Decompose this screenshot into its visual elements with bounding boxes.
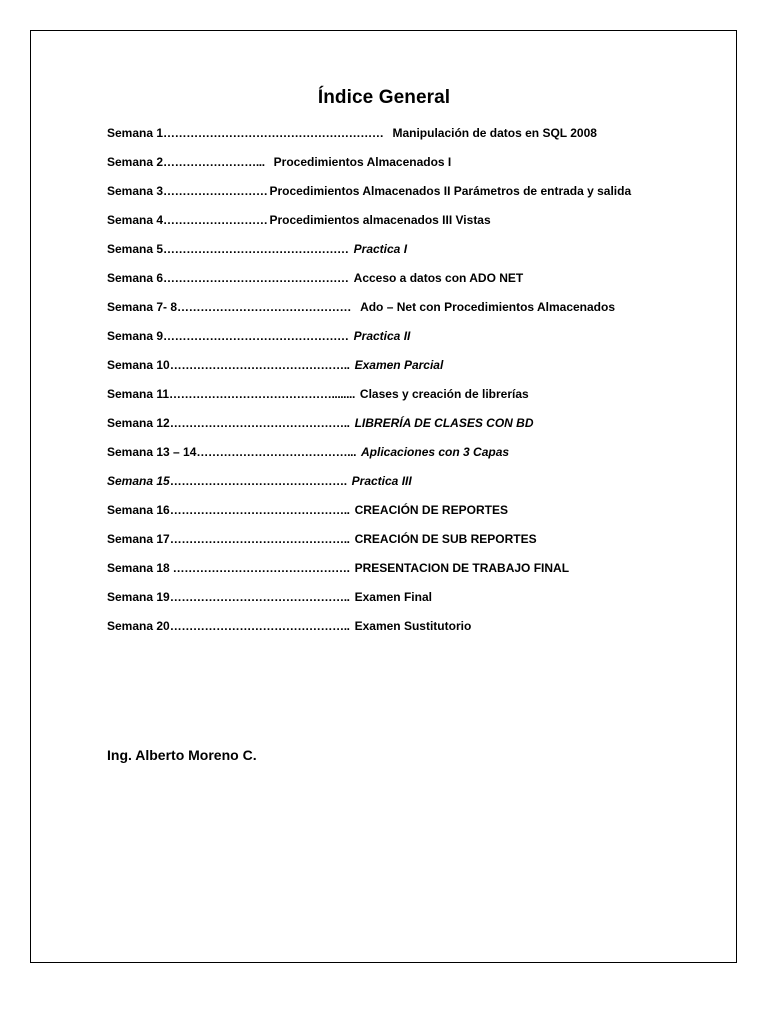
toc-topic: CREACIÓN DE REPORTES [354,503,508,517]
toc-leader-dots: ………………………………………………… [163,126,384,140]
toc-leader-dots: ………………………………………… [163,271,349,285]
table-of-contents [107,125,707,647]
toc-leader-dots: ……………………………………….. [169,503,350,517]
toc-entry-week-20 [107,618,707,647]
author-signature: Ing. Alberto Moreno C. [107,747,257,763]
toc-entry-week-7-8 [107,299,707,328]
toc-week-label: Semana 3 [107,184,164,198]
toc-entry-week-17 [107,531,707,560]
toc-entry-week-5 [107,241,707,270]
toc-week-label: Semana 17 [107,532,170,546]
toc-entry-week-19 [107,589,707,618]
toc-topic: Procedimientos Almacenados II Parámetros de entrada y salida [269,184,632,198]
toc-week-label: Semana 11 [107,387,170,401]
toc-leader-dots: ……………………………………….. [169,358,350,372]
toc-entry-week-6 [107,270,707,299]
toc-entry-week-13-14 [107,444,707,473]
toc-topic: Practica III [351,474,412,488]
toc-leader-dots: ……………………………………….. [169,416,350,430]
toc-week-label: Semana 7- 8 [107,300,178,314]
toc-topic: Practica I [353,242,408,256]
toc-leader-dots: ……………………………………… [177,300,352,314]
toc-topic: PRESENTACION DE TRABAJO FINAL [354,561,570,575]
toc-leader-dots: ……………………... [163,155,265,169]
toc-leader-dots: …………………………………... [196,445,357,459]
toc-entry-week-9 [107,328,707,357]
toc-leader-dots: ………………………………………. [169,561,350,575]
toc-entry-week-12 [107,415,707,444]
toc-leader-dots: ……………………………………….. [169,619,350,633]
toc-topic: Procedimientos Almacenados I [273,155,452,169]
toc-topic: Clases y creación de librerías [359,387,529,401]
toc-week-label: Semana 9 [107,329,164,343]
toc-week-label: Semana 5 [107,242,164,256]
toc-leader-dots: ……………………… [163,184,268,198]
toc-entry-week-2 [107,154,707,183]
toc-week-label: Semana 13 – 14 [107,445,197,459]
toc-topic: Acceso a datos con ADO NET [353,271,524,285]
toc-leader-dots: ……………………………………….. [169,590,350,604]
toc-week-label: Semana 20 [107,619,170,633]
toc-leader-dots: ……………………… [163,213,268,227]
page-title: Índice General [317,87,451,108]
toc-topic: Examen Final [354,590,432,604]
toc-leader-dots: ……………………………………….. [169,532,350,546]
toc-entry-week-4 [107,212,707,241]
toc-week-label: Semana 4 [107,213,164,227]
toc-entry-week-1 [107,125,707,154]
toc-entry-week-10 [107,357,707,386]
toc-week-label: Semana 19 [107,590,170,604]
toc-topic: Procedimientos almacenados III Vistas [269,213,491,227]
toc-topic: Ado – Net con Procedimientos Almacenados [360,300,616,314]
toc-entry-week-11 [107,386,707,415]
toc-topic: Examen Parcial [354,358,444,372]
toc-week-label: Semana 15 [107,474,170,488]
toc-entry-week-18 [107,560,707,589]
toc-week-label: Semana 16 [107,503,170,517]
toc-entry-week-3 [107,183,707,212]
toc-topic: Examen Sustitutorio [354,619,472,633]
toc-week-label: Semana 6 [107,271,164,285]
toc-week-label: Semana 10 [107,358,170,372]
toc-week-label: Semana 12 [107,416,170,430]
toc-entry-week-15 [107,473,707,502]
toc-topic: Manipulación de datos en SQL 2008 [392,126,597,140]
toc-week-label: Semana 2 [107,155,164,169]
toc-week-label: Semana 1 [107,126,164,140]
toc-topic: LIBRERÍA DE CLASES CON BD [354,416,534,430]
toc-topic: Practica II [353,329,411,343]
toc-leader-dots: ………………………………………. [169,474,347,488]
toc-leader-dots: ………………………………………… [163,242,349,256]
toc-topic: CREACIÓN DE SUB REPORTES [354,532,537,546]
toc-leader-dots: ……………………………………........ [169,387,355,401]
toc-topic: Aplicaciones con 3 Capas [361,445,510,459]
toc-week-label: Semana 18 [107,561,170,575]
toc-leader-dots: ………………………………………… [163,329,349,343]
toc-entry-week-16 [107,502,707,531]
